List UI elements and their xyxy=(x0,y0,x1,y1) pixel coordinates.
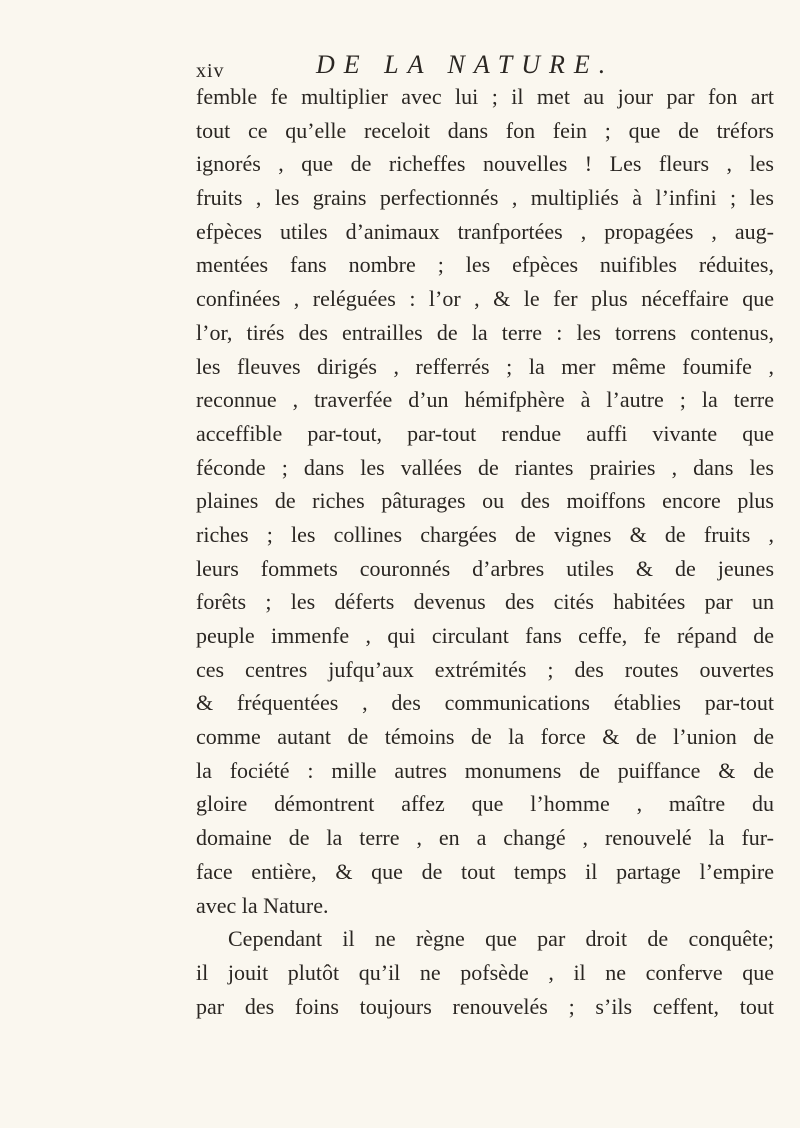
text-line: leurs fommets couronnés d’arbres utiles & de jeunes xyxy=(196,555,774,581)
running-head: DE LA NATURE. xyxy=(316,50,615,79)
text-line: face entière, & que de tout temps il partage l’empire xyxy=(196,858,774,884)
text-line: confinées , reléguées : l’or , & le fer plus néceffaire que xyxy=(196,286,774,312)
text-line: mentées fans nombre ; les efpèces nuifibles réduites, xyxy=(196,252,774,278)
text-line: gloire démontrent affez que l’homme , maître du xyxy=(196,791,774,817)
text-line: fruits , les grains perfectionnés , multipliés à l’infini ; les xyxy=(196,185,774,211)
text-line: & fréquentées , des communications établies par-tout xyxy=(196,690,774,716)
text-line: acceffible par-tout, par-tout rendue auffi vivante que xyxy=(196,420,774,446)
text-line: féconde ; dans les vallées de riantes prairies , dans les xyxy=(196,454,774,480)
text-line: la fociété : mille autres monumens de puiffance & de xyxy=(196,757,774,783)
text-line: l’or, tirés des entrailles de la terre : les torrens contenus, xyxy=(196,319,774,345)
paragraph-end-line: avec la Nature. xyxy=(196,892,329,918)
body-text xyxy=(196,80,774,1023)
page-number: xiv xyxy=(196,60,225,82)
text-line: tout ce qu’elle receloit dans fon fein ; que de tréfors xyxy=(196,117,774,143)
text-line: il jouit plutôt qu’il ne pofsède , il ne conferve que xyxy=(196,959,774,985)
text-line: efpèces utiles d’animaux tranfportées , propagées , aug- xyxy=(196,218,774,244)
text-line: femble fe multiplier avec lui ; il met au jour par fon art xyxy=(196,84,774,109)
text-line: peuple immenfe , qui circulant fans ceffe, fe répand de xyxy=(196,623,774,648)
text-line: riches ; les collines chargées de vignes & de fruits , xyxy=(196,521,774,547)
text-line: forêts ; les déferts devenus des cités habitées par un xyxy=(196,589,774,615)
text-line: plaines de riches pâturages ou des moiffons encore plus xyxy=(196,488,774,514)
text-line: ces centres jufqu’aux extrémités ; des routes ouvertes xyxy=(196,656,774,682)
text-line: par des foins toujours renouvelés ; s’ils ceffent, tout xyxy=(196,993,774,1019)
text-line: reconnue , traverfée d’un hémifphère à l’autre ; la terre xyxy=(196,387,774,413)
text-line: les fleuves dirigés , refferrés ; la mer même foumife , xyxy=(196,353,774,379)
text-line: comme autant de témoins de la force & de l’union de xyxy=(196,724,774,750)
text-line: ignorés , que de richeffes nouvelles ! Les fleurs , les xyxy=(196,151,774,177)
paragraph-start-line: Cependant il ne règne que par droit de conquête; xyxy=(228,926,774,952)
text-line: domaine de la terre , en a changé , renouvelé la fur- xyxy=(196,825,774,851)
